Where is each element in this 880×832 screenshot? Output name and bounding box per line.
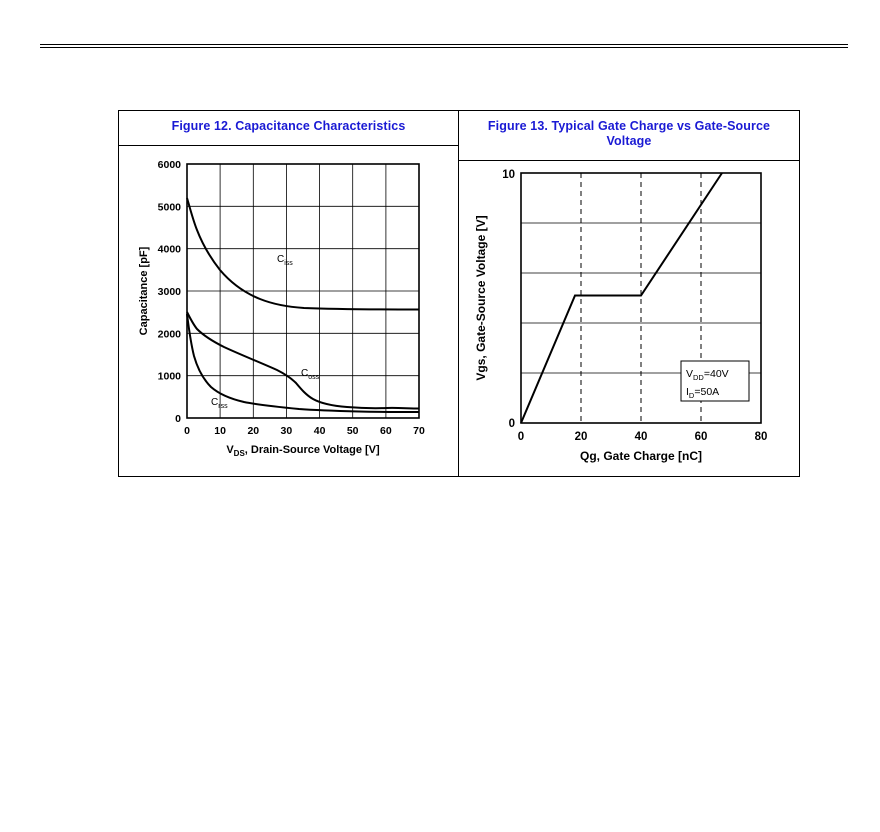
- svg-text:0: 0: [517, 431, 525, 443]
- header-rule-line-1: [40, 44, 848, 45]
- grid-lines: [187, 164, 419, 418]
- condition-vdd: $V_{DD}=40V$: [686, 368, 729, 382]
- svg-text:6000: 6000: [157, 159, 181, 171]
- x-axis-title: Qg, Gate Charge [nC]: [579, 449, 703, 463]
- x-tick-labels: [184, 425, 425, 437]
- svg-text:0: 0: [184, 425, 190, 437]
- svg-text:0: 0: [508, 418, 515, 430]
- svg-text:20: 20: [574, 431, 588, 443]
- figure-12-title: Figure 12. Capacitance Characteristics: [171, 119, 406, 133]
- condition-id: $I_D=50A$: [686, 386, 720, 400]
- svg-text:40: 40: [313, 425, 326, 437]
- svg-text:0: 0: [175, 413, 181, 425]
- figure-12-cell: [119, 111, 459, 476]
- svg-text:4000: 4000: [157, 243, 181, 256]
- svg-text:2000: 2000: [157, 328, 181, 341]
- conditions-note-box: [681, 361, 749, 401]
- capacitance-chart-svg: [119, 146, 459, 476]
- y-axis-title: Vgs, Gate-Source Voltage [V]: [474, 215, 488, 381]
- label-coss: $C_{oss}$: [301, 368, 320, 381]
- header-double-rule: [40, 44, 848, 48]
- svg-text:10: 10: [214, 425, 226, 437]
- svg-text:20: 20: [247, 425, 260, 437]
- svg-text:80: 80: [754, 431, 768, 443]
- svg-text:60: 60: [380, 425, 392, 437]
- figures-table: [118, 110, 800, 477]
- svg-text:70: 70: [413, 425, 425, 437]
- svg-text:3000: 3000: [157, 286, 181, 298]
- x-tick-labels: [518, 431, 768, 443]
- header-rule-line-2: [40, 47, 848, 48]
- y-tick-labels: [502, 169, 515, 430]
- figure-12-plot: [119, 146, 458, 476]
- gate-charge-chart-svg: [459, 161, 799, 476]
- svg-text:1000: 1000: [157, 370, 181, 383]
- label-ciss: $C_{iss}$: [277, 254, 293, 267]
- y-axis-title: Capacitance [pF]: [138, 246, 150, 336]
- svg-text:10: 10: [502, 169, 515, 181]
- svg-text:30: 30: [280, 425, 293, 437]
- svg-text:60: 60: [694, 431, 708, 443]
- label-crss: $C_{rss}$: [211, 397, 228, 410]
- svg-text:5000: 5000: [157, 201, 181, 214]
- x-axis-title: $V_{DS}$, Drain-Source Voltage [V]: [226, 444, 380, 458]
- figure-13-plot: [459, 161, 799, 476]
- series-ciss-curve: [187, 198, 419, 310]
- figure-13-title: Figure 13. Typical Gate Charge vs Gate-Source Voltage: [487, 119, 771, 148]
- svg-text:40: 40: [634, 431, 648, 443]
- series-crss-curve: [187, 314, 419, 412]
- y-tick-labels: [158, 159, 182, 425]
- figure-13-cell: [459, 111, 799, 476]
- svg-text:50: 50: [346, 425, 359, 437]
